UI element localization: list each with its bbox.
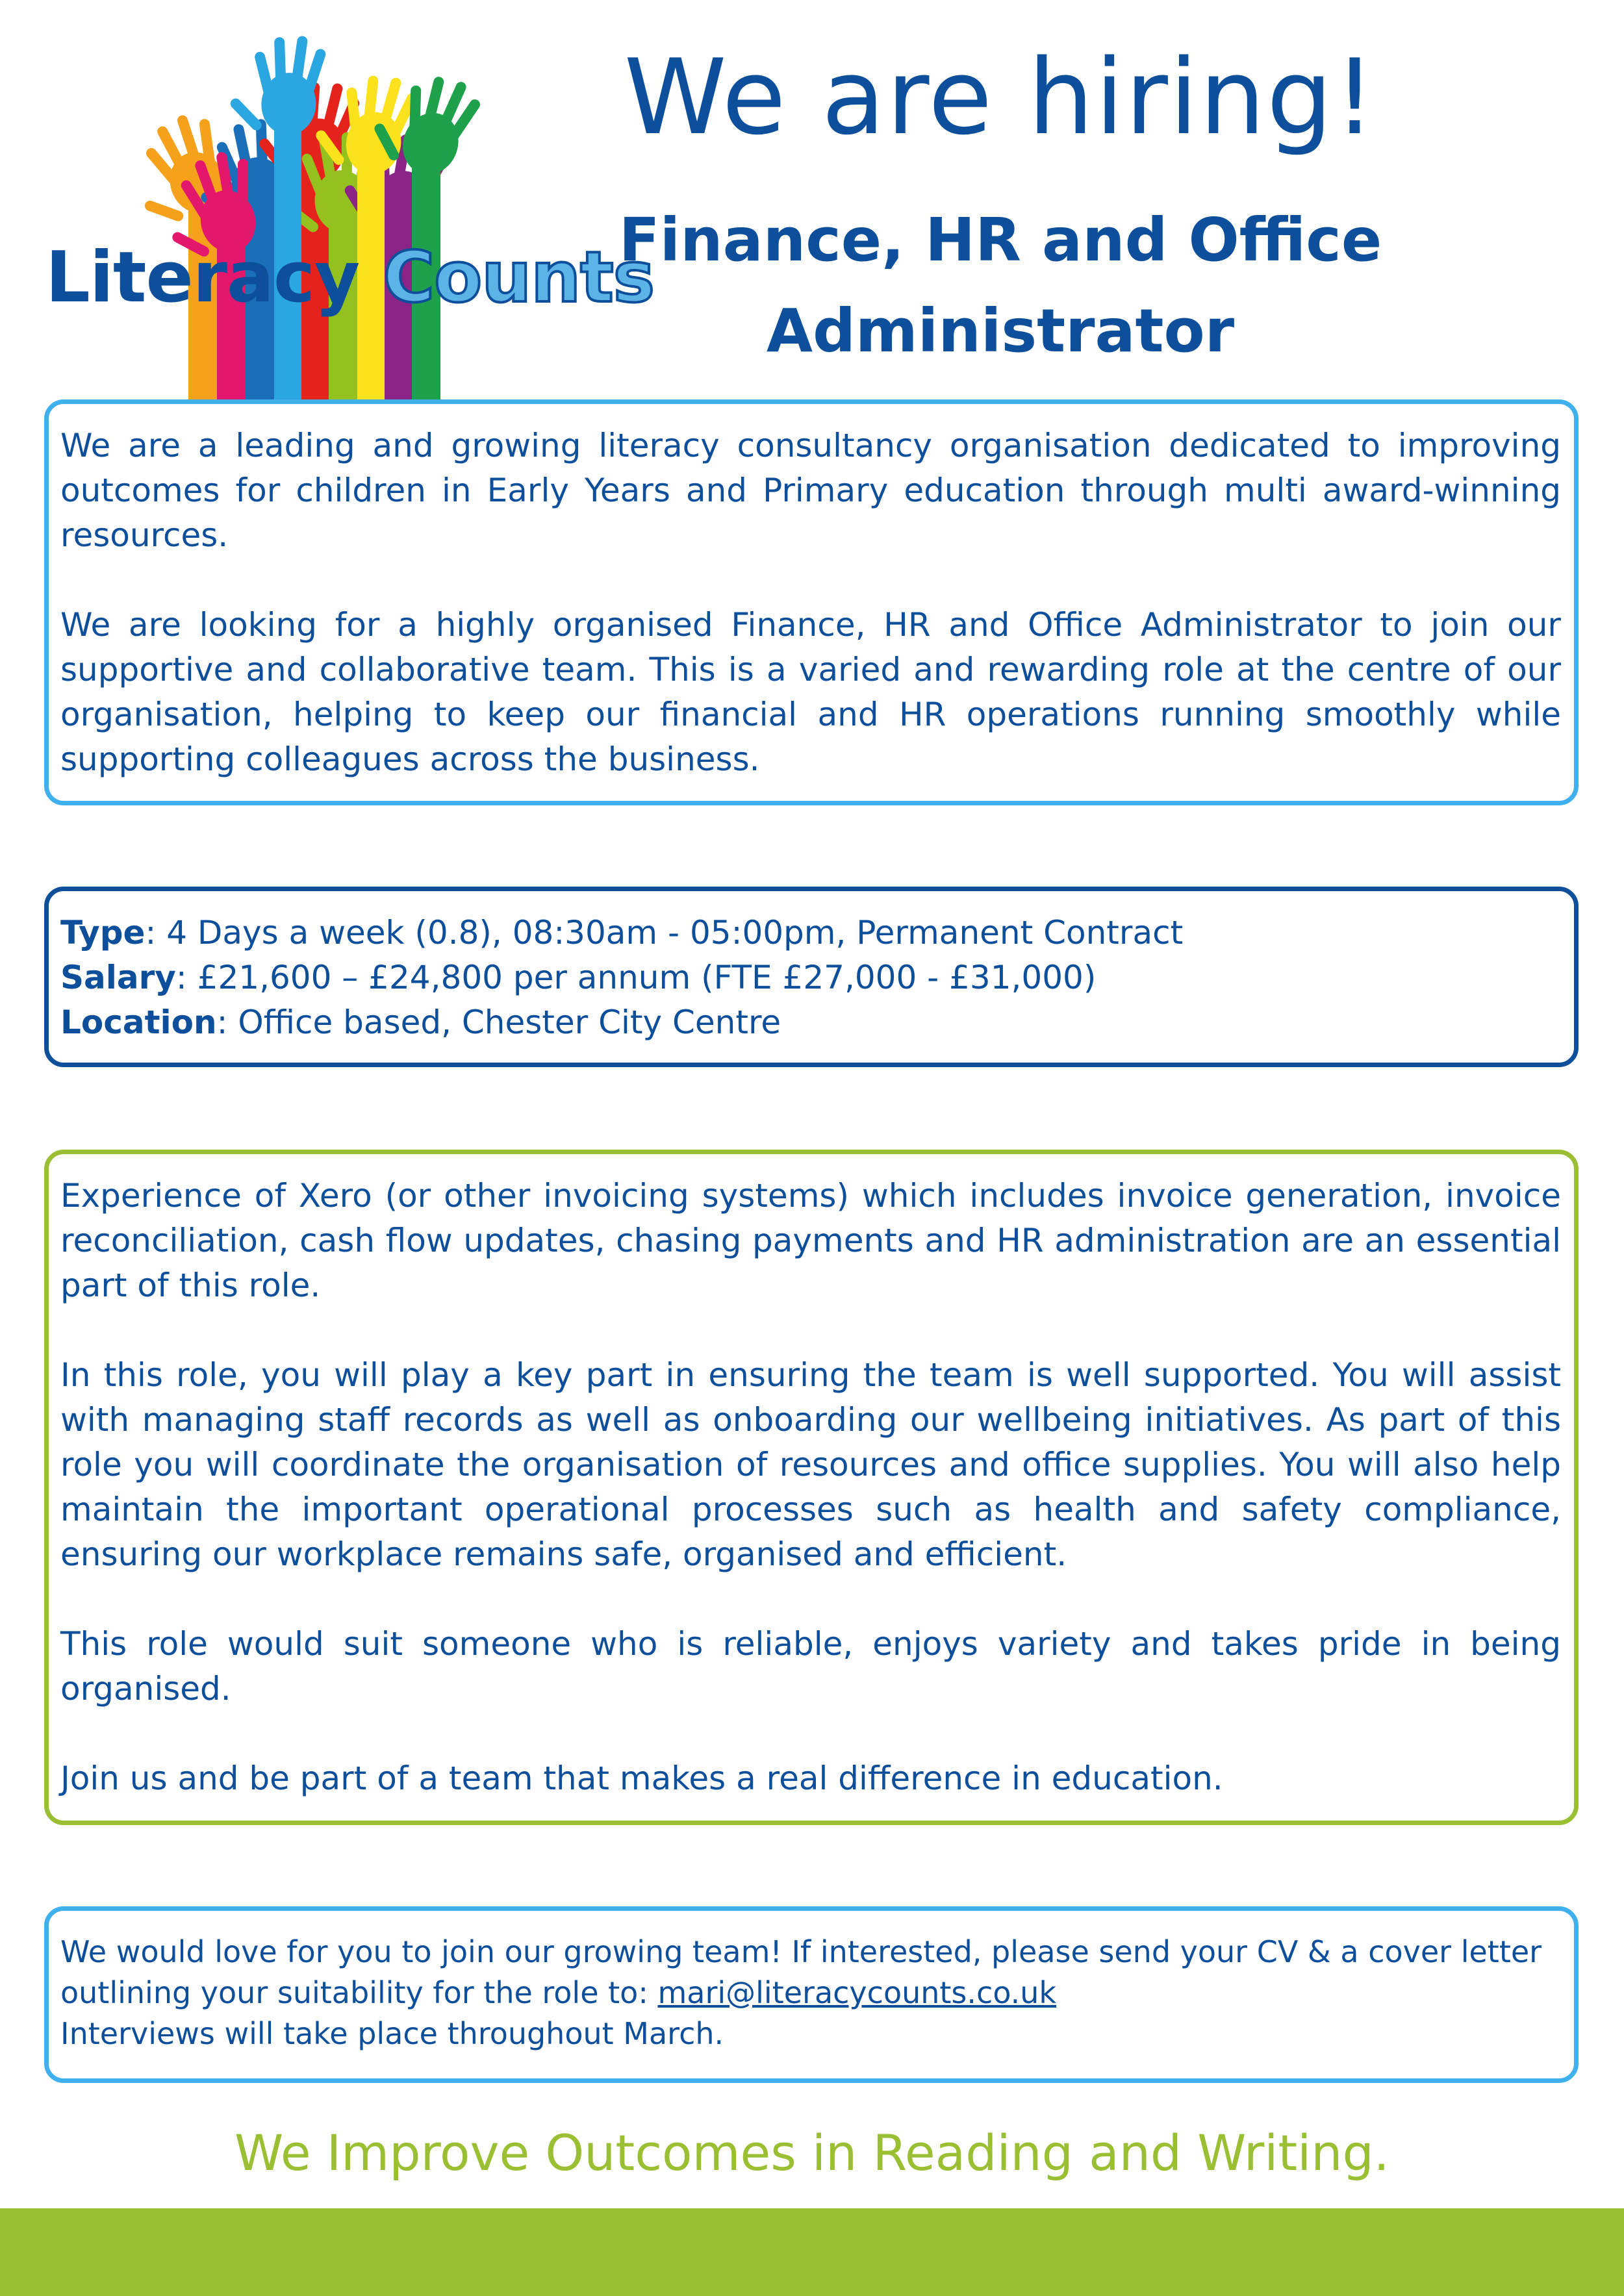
contact-box [44, 1906, 1579, 2083]
role-paragraph-1: Experience of Xero (or other invoicing systems) which includes invoice generation, invoice reconciliation, cash flow updates, chasing payments and HR administration are an essential part of this role. [60, 1177, 1561, 1304]
role-paragraph-2: In this role, you will play a key part in ensuring the team is well supported. You will assist with managing staff records as well as onboarding our wellbeing initiatives. As part of this role you will coordinate the organisation of resources and office supplies. You will also help maintain the important operational processes such as health and safety compliance, ensuring our workplace remains safe, organised and efficient. [60, 1356, 1561, 1573]
detail-salary-label: Salary [60, 959, 176, 996]
detail-location-label: Location [60, 1003, 217, 1041]
role-title-line-1: Finance, HR and Office [618, 205, 1382, 275]
intro-box [44, 399, 1579, 805]
detail-location [60, 1000, 1561, 1045]
hiring-headline: We are hiring! [624, 36, 1377, 158]
contact-email-link[interactable]: mari@literacycounts.co.uk [657, 1975, 1057, 2010]
footer-tagline: We Improve Outcomes in Reading and Writing. [235, 2124, 1389, 2182]
intro-paragraph-2: We are looking for a highly organised Finance, HR and Office Administrator to join our supportive and collaborative team. This is a varied and rewarding role at the centre of our organisation, helping to keep our financial and HR operations running smoothly while supporting colleagues across the business. [60, 606, 1561, 778]
contact-line-1: We would love for you to join our growing team! If interested, please send your CV & a cover letter [60, 1934, 1542, 1969]
job-details-box [44, 887, 1579, 1067]
contact-line-3: Interviews will take place throughout March. [60, 2016, 724, 2051]
raised-hands-icon [39, 26, 598, 403]
role-title [611, 195, 1390, 377]
intro-paragraph-1: We are a leading and growing literacy consultancy organisation dedicated to improving outcomes for children in Early Years and Primary education through multi award-winning resources. [60, 427, 1561, 554]
detail-type [60, 911, 1561, 955]
detail-salary-value: : £21,600 – £24,800 per annum (FTE £27,000 - £31,000) [175, 959, 1097, 996]
literacy-counts-logo [39, 26, 655, 403]
detail-type-value: : 4 Days a week (0.8), 08:30am - 05:00pm, Permanent Contract [145, 914, 1184, 952]
logo-word-counts: Counts [383, 237, 655, 318]
contact-line-2-prefix: outlining your suitability for the role to: [60, 1975, 658, 2010]
logo-word-literacy: Literacy [45, 237, 360, 318]
contact-line-2 [60, 1973, 1561, 2013]
role-title-line-2: Administrator [766, 296, 1235, 366]
role-description-box [44, 1150, 1579, 1825]
footer-bar [0, 2208, 1624, 2296]
detail-location-value: : Office based, Chester City Centre [216, 1003, 781, 1041]
logo-wordmark [45, 237, 654, 318]
detail-salary [60, 955, 1561, 1000]
role-paragraph-4: Join us and be part of a team that makes a real difference in education. [60, 1760, 1223, 1797]
detail-type-label: Type [60, 914, 146, 952]
role-paragraph-3: This role would suit someone who is reliable, enjoys variety and takes pride in being organised. [60, 1625, 1561, 1708]
